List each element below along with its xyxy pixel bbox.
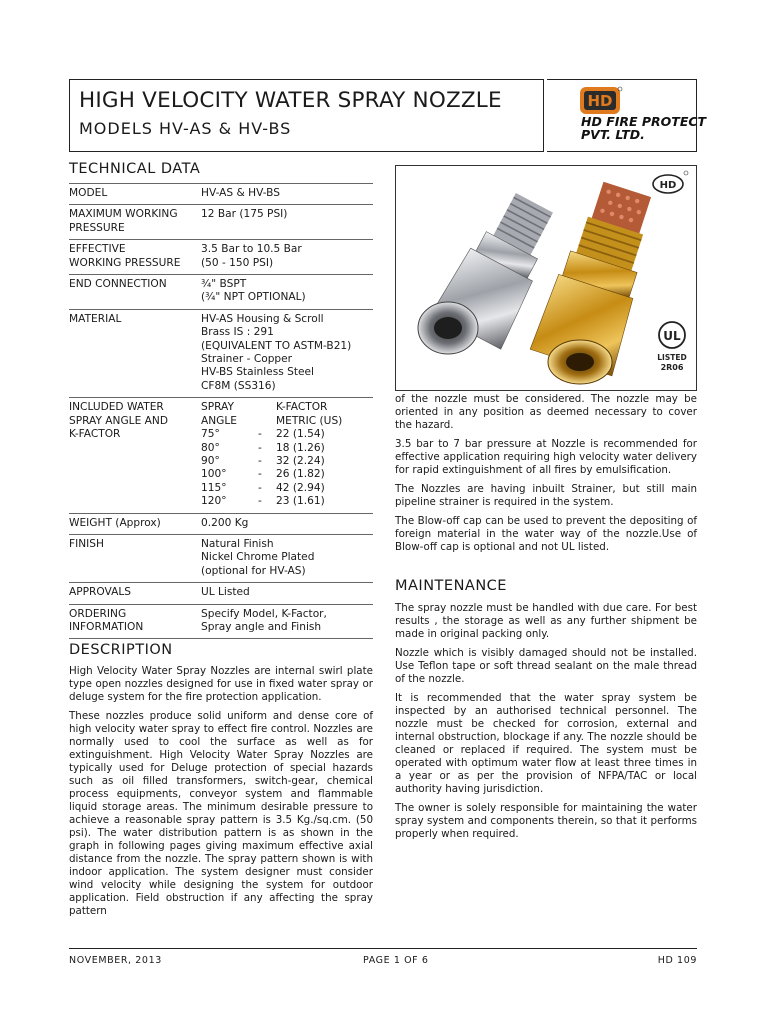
row-label: EFFECTIVE WORKING PRESSURE	[69, 243, 181, 269]
footer-document-code: HD 109	[657, 955, 697, 966]
row-value	[201, 278, 373, 305]
k-factor-k: 42 (2.94)	[276, 481, 325, 494]
ul-listed-text: LISTED	[657, 353, 687, 362]
k-factor-entry	[201, 442, 373, 455]
row-label: MODEL	[69, 187, 108, 199]
row-value	[201, 586, 373, 599]
footer-date: NOVEMBER, 2013	[69, 955, 162, 966]
value-line: Nickel Chrome Plated	[201, 551, 315, 564]
row-label: MATERIAL	[69, 312, 122, 325]
k-factor-entry	[201, 468, 373, 481]
k-factor-k: 18 (1.26)	[276, 441, 325, 454]
k-factor-entry	[201, 482, 373, 495]
table-row	[69, 582, 373, 603]
description-text	[69, 665, 373, 924]
row-label: FINISH	[69, 537, 104, 550]
k-factor-header	[201, 401, 373, 414]
k-factor-angle: 80°	[201, 441, 220, 454]
company-logo	[547, 79, 707, 152]
table-row	[69, 604, 373, 640]
k-factor-dash: -	[258, 495, 262, 508]
k-factor-angle: 90°	[201, 454, 220, 467]
value-line: (¾" NPT OPTIONAL)	[201, 291, 306, 304]
value-line: Spray angle and Finish	[201, 620, 322, 633]
row-label: INCLUDED WATER SPRAY ANGLE AND K-FACTOR	[69, 401, 168, 441]
k-factor-dash: -	[258, 481, 262, 494]
value-line: Specify Model, K-Factor,	[201, 607, 327, 620]
k-factor-angle: 120°	[201, 495, 227, 508]
title-box	[69, 79, 544, 152]
k-factor-k: 32 (2.24)	[276, 454, 325, 467]
value-line: 0.200 Kg	[201, 516, 249, 529]
right-paragraph-1: of the nozzle must be considered. The nozzle may be oriented in any position as deemed necessary to cover the hazard.	[395, 393, 697, 431]
technical-data-heading: TECHNICAL DATA	[69, 161, 201, 177]
row-value	[201, 187, 373, 200]
right-paragraph-3: The Nozzles are having inbuilt Strainer, but still main pipeline strainer is required in the system.	[395, 483, 697, 508]
hd-badge-text: HD	[659, 180, 677, 191]
k-factor-k: 26 (1.82)	[276, 468, 325, 481]
value-line: UL Listed	[201, 586, 250, 599]
description-paragraph-2: These nozzles produce solid uniform and dense core of high velocity water spray to effect fire control. Nozzles are normally used to cool the surface as well as for extinguishment. High Velocity Water Spray Nozzles are typically used for Deluge protection of special hazards such as oil filled transformers, switch-gear, chemical process equipments, conveyor system and flammable liquid storage areas. The minimum desirable pressure to achieve a reasonable spray pattern is 3.5 Kg./sq.cm. (50 psi). The water distribution pattern is as shown in the graph in following pages giving maximum effective axial distance from the nozzle. The spray pattern shown is with indoor application. The system designer must consider wind velocity while designing the system for outdoor application. Field obstruction if any affecting the spray pattern	[69, 710, 373, 917]
maintenance-heading: MAINTENANCE	[395, 578, 507, 594]
table-row	[69, 204, 373, 239]
maintenance-paragraph-3: It is recommended that the water spray system be inspected by an authorised technical personnel. The nozzle must be checked for corrosion, external and internal obstruction, blockage if any. The nozzle should be cleaned or replaced if required. The system must be operated with optimum water flow at least three times in a year or as per the provision of NFPA/TAC or local authority having jurisdiction.	[395, 692, 697, 795]
row-value	[201, 208, 373, 235]
row-value	[201, 243, 373, 270]
maintenance-paragraph-1: The spray nozzle must be handled with due care. For best results , the storage as well as any further shipment be made in original packing only.	[395, 602, 697, 640]
row-label: ORDERING INFORMATION	[69, 607, 144, 633]
k-factor-dash: -	[258, 454, 262, 467]
value-line: (optional for HV-AS)	[201, 564, 306, 577]
k-factor-entry	[201, 495, 373, 508]
k-factor-k: 22 (1.54)	[276, 428, 325, 441]
page-subtitle: MODELS HV-AS & HV-BS	[79, 119, 292, 138]
k-factor-header	[201, 415, 373, 428]
header-cell: SPRAY	[201, 401, 234, 414]
right-paragraph-2: 3.5 bar to 7 bar pressure at Nozzle is recommended for effective application requiring high velocity water delivery for rapid extinguishment of all fires by emulsification.	[395, 438, 697, 476]
footer-divider	[69, 948, 697, 949]
row-value	[201, 538, 373, 578]
row-label: WEIGHT (Approx)	[69, 516, 161, 529]
logo-line-2: PVT. LTD.	[581, 127, 645, 142]
header-cell: K-FACTOR	[276, 401, 328, 414]
product-photo	[395, 165, 697, 391]
table-row	[69, 183, 373, 204]
k-factor-dash: -	[258, 441, 262, 454]
k-factor-dash: -	[258, 428, 262, 441]
logo-initials: HD	[587, 92, 613, 110]
value-line: Strainer - Copper	[201, 353, 293, 366]
technical-data-table	[69, 183, 373, 639]
description-heading: DESCRIPTION	[69, 642, 173, 658]
table-row-spray-angle	[69, 397, 373, 512]
value-line: HV-BS Stainless Steel	[201, 366, 314, 379]
maintenance-paragraph-2: Nozzle which is visibly damaged should not be installed. Use Teflon tape or soft thread sealant on the male thread of the nozzle.	[395, 647, 697, 685]
row-label: APPROVALS	[69, 586, 131, 599]
header-cell: METRIC (US)	[276, 414, 343, 427]
nozzle-image	[396, 166, 696, 390]
k-factor-angle: 115°	[201, 481, 227, 494]
value-line: 3.5 Bar to 10.5 Bar	[201, 243, 302, 256]
value-line: Brass IS : 291	[201, 326, 274, 339]
spray-angle-k-factor-list	[201, 401, 373, 508]
k-factor-k: 23 (1.61)	[276, 495, 325, 508]
value-line: HV-AS Housing & Scroll	[201, 312, 324, 325]
k-factor-angle: 75°	[201, 428, 220, 441]
value-line: CF8M (SS316)	[201, 379, 276, 392]
value-line: HV-AS & HV-BS	[201, 187, 280, 199]
table-row	[69, 274, 373, 309]
maintenance-paragraph-4: The owner is solely responsible for maintaining the water spray system and components therein, so that it performs properly when required.	[395, 802, 697, 840]
ul-mark-text: UL	[663, 329, 681, 343]
ul-code-text: 2R06	[660, 363, 684, 372]
logo-line-1: HD FIRE PROTECT	[581, 114, 707, 129]
table-row	[69, 309, 373, 397]
row-value	[201, 608, 373, 635]
k-factor-angle: 100°	[201, 468, 227, 481]
description-paragraph-1: High Velocity Water Spray Nozzles are internal swirl plate type open nozzles designed for use in fixed water spray or deluge system for the fire protection application.	[69, 665, 373, 703]
row-value	[201, 517, 373, 530]
k-factor-entry	[201, 455, 373, 468]
value-line: Natural Finish	[201, 537, 274, 550]
header-cell: ANGLE	[201, 414, 237, 427]
footer-page-number: PAGE 1 OF 6	[363, 955, 429, 966]
table-row	[69, 239, 373, 274]
right-column-text	[395, 393, 697, 560]
value-line: (EQUIVALENT TO ASTM-B21)	[201, 339, 352, 352]
table-row	[69, 534, 373, 582]
row-label: END CONNECTION	[69, 278, 167, 291]
row-value	[201, 313, 373, 393]
value-line: 12 Bar (175 PSI)	[201, 208, 288, 221]
k-factor-dash: -	[258, 468, 262, 481]
logo-text	[581, 115, 706, 141]
maintenance-text	[395, 602, 697, 847]
k-factor-entry	[201, 428, 373, 441]
right-paragraph-4: The Blow-off cap can be used to prevent the depositing of foreign material in the water way of the nozzle.Use of Blow-off cap is optional and not UL listed.	[395, 515, 697, 553]
row-label: MAXIMUM WORKING PRESSURE	[69, 208, 178, 234]
value-line: ¾" BSPT	[201, 278, 247, 291]
page-title: HIGH VELOCITY WATER SPRAY NOZZLE	[79, 88, 502, 113]
table-row	[69, 513, 373, 534]
hd-logo-icon	[579, 86, 623, 116]
value-line: (50 - 150 PSI)	[201, 256, 274, 269]
